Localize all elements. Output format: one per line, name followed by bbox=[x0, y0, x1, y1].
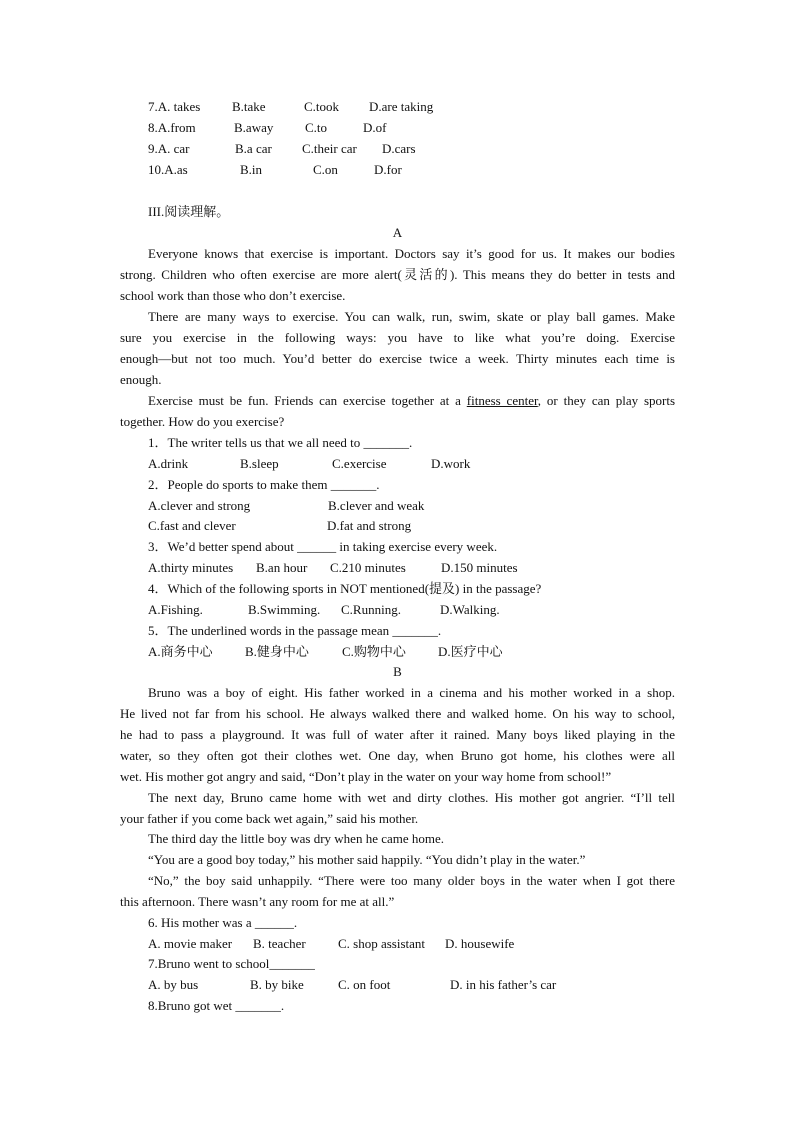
passage-a-label: A bbox=[392, 225, 403, 240]
option: D.150 minutes bbox=[441, 560, 518, 575]
question-stem: 3．We’d better spend about ______ in taking exercise every week. bbox=[148, 539, 498, 554]
option: B.in bbox=[240, 162, 263, 177]
passage-line: Bruno was a boy of eight. His father worked in a cinema and his mother worked in a shop. bbox=[148, 685, 675, 700]
question-stem: 7.Bruno went to school_______ bbox=[148, 956, 315, 971]
option: A.Fishing. bbox=[148, 602, 203, 617]
passage-line: “You are a good boy today,” his mother said happily. “You didn’t play in the water.” bbox=[148, 852, 586, 867]
option: D.work bbox=[431, 456, 471, 471]
option: B. teacher bbox=[253, 936, 306, 951]
option: C. on foot bbox=[338, 977, 391, 992]
option: A. by bus bbox=[148, 977, 199, 992]
option: B.Swimming. bbox=[248, 602, 321, 617]
question-stem: 8.Bruno got wet _______. bbox=[148, 998, 285, 1013]
option: C.210 minutes bbox=[330, 560, 406, 575]
option: D. housewife bbox=[445, 936, 515, 951]
option: 8.A.from bbox=[148, 120, 196, 135]
section-title: III.阅读理解。 bbox=[148, 204, 230, 219]
passage-line: strong. Children who often exercise are more alert(灵活的). This means they do better in tests and bbox=[120, 267, 675, 282]
option: 7.A. takes bbox=[148, 99, 201, 114]
passage-line: He lived not far from his school. He always walked there and walked home. On his way to school, bbox=[120, 706, 675, 721]
passage-line: sure you exercise in the following ways: you have to like what you’re doing. Exercise bbox=[120, 330, 675, 345]
option: C.fast and clever bbox=[148, 518, 236, 533]
passage-line: water, so they often got their clothes wet. One day, when Bruno got home, his clothes were all bbox=[120, 748, 675, 763]
passage-line: enough—but not too much. You’d better do exercise twice a week. Thirty minutes each time is bbox=[120, 351, 675, 366]
option: D.fat and strong bbox=[327, 518, 412, 533]
option: B.a car bbox=[235, 141, 272, 156]
passage-line: wet. His mother got angry and said, “Don’t play in the water on your way home from school!” bbox=[120, 769, 612, 784]
option: C.took bbox=[304, 99, 340, 114]
option: D.of bbox=[363, 120, 387, 135]
option: C.to bbox=[305, 120, 328, 135]
question-stem: 6. His mother was a ______. bbox=[148, 915, 298, 930]
passage-line: “No,” the boy said unhappily. “There were too many older boys in the water when I got there bbox=[148, 873, 675, 888]
option: D.are taking bbox=[369, 99, 434, 114]
option: D.cars bbox=[382, 141, 416, 156]
option: D.Walking. bbox=[440, 602, 500, 617]
question-stem: 5．The underlined words in the passage mean _______. bbox=[148, 623, 442, 638]
option: A. movie maker bbox=[148, 936, 233, 951]
option: D.for bbox=[374, 162, 402, 177]
option: A.clever and strong bbox=[148, 498, 251, 513]
option: D.医疗中心 bbox=[438, 644, 503, 659]
option: C.Running. bbox=[341, 602, 401, 617]
option: C.购物中心 bbox=[342, 644, 406, 659]
passage-line: together. How do you exercise? bbox=[120, 414, 285, 429]
option: B. by bike bbox=[250, 977, 304, 992]
passage-line: Everyone knows that exercise is important. Doctors say it’s good for us. It makes our bodies bbox=[148, 246, 675, 261]
passage-line: your father if you come back wet again,” said his mother. bbox=[120, 811, 419, 826]
option: B.take bbox=[232, 99, 266, 114]
passage-line: The next day, Bruno came home with wet and dirty clothes. His mother got angrier. “I’ll tell bbox=[148, 790, 675, 805]
passage-line: Exercise must be fun. Friends can exercise together at a fitness center, or they can play sports bbox=[148, 393, 675, 408]
passage-line: this afternoon. There wasn’t any room for me at all.” bbox=[120, 894, 395, 909]
question-stem: 4．Which of the following sports in NOT mentioned(提及) in the passage? bbox=[148, 581, 542, 596]
option: A.商务中心 bbox=[148, 644, 213, 659]
option: B.clever and weak bbox=[328, 498, 425, 513]
option: D. in his father’s car bbox=[450, 977, 557, 992]
option: B.健身中心 bbox=[245, 644, 309, 659]
passage-b-label: B bbox=[393, 664, 402, 679]
passage-line: enough. bbox=[120, 372, 162, 387]
passage-line: school work than those who don’t exercise. bbox=[120, 288, 346, 303]
underlined-words: fitness center bbox=[466, 393, 538, 408]
question-stem: 1．The writer tells us that we all need to _______. bbox=[148, 435, 413, 450]
option: 9.A. car bbox=[148, 141, 190, 156]
passage-line: The third day the little boy was dry when he came home. bbox=[148, 831, 445, 846]
option: B.away bbox=[234, 120, 274, 135]
option: C.their car bbox=[302, 141, 357, 156]
question-stem: 2．People do sports to make them _______. bbox=[148, 477, 380, 492]
passage-line: he had to pass a playground. It was full of water after it rained. Many boys liked playing in the bbox=[120, 727, 675, 742]
option: C. shop assistant bbox=[338, 936, 426, 951]
passage-line: There are many ways to exercise. You can walk, run, swim, skate or play ball games. Make bbox=[148, 309, 675, 324]
option: C.on bbox=[313, 162, 338, 177]
option: B.sleep bbox=[240, 456, 279, 471]
option: A.thirty minutes bbox=[148, 560, 234, 575]
option: 10.A.as bbox=[148, 162, 188, 177]
option: A.drink bbox=[148, 456, 189, 471]
option: C.exercise bbox=[332, 456, 387, 471]
option: B.an hour bbox=[256, 560, 308, 575]
